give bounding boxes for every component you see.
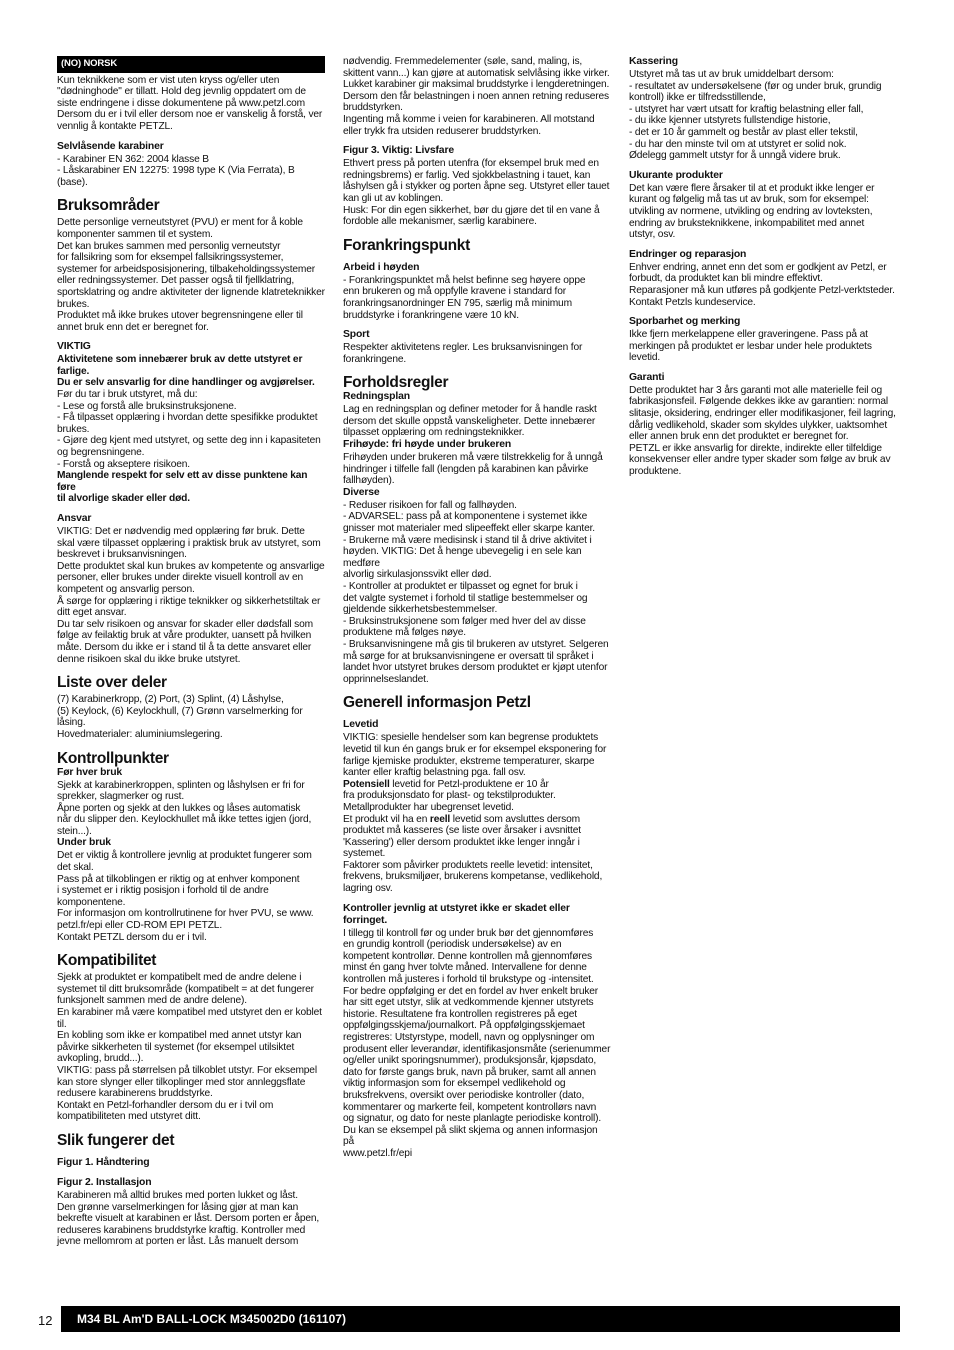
section-text: Sjekk at produktet er kompatibelt med de andre delene i systemet til ditt bruksområde (kompatibelt = at det fungerer funksjonelt sammen med de andre delene). En karabiner må være kompatibel med utstyret den er koblet til. En kobling som ikke er kompatibel med annet utstyr kan påvirke sikkerheten til systemet (for eksempel utilsiktet avkopling, brudd...). VIKTIG: pass på størrelsen på tilkoblet utstyr. For eksempel kan store slynger eller tilkoplinger med stor annleggsflate redusere karabinerens bruddstyrke. Kontakt en Petzl-forhandler dersom du er i tvil om kompatibiliteten med utstyret ditt.: [57, 972, 322, 1123]
section-heading: Redningsplan: [343, 391, 410, 403]
section-heading: Figur 1. Håndtering: [57, 1156, 150, 1168]
section-title: Generell informasjon Petzl: [343, 694, 531, 712]
section-text: Det er viktig å kontrollere jevnlig at produktet fungerer som det skal. Pass på at tilkoblingen er riktig og at enhver komponent i systemet er i riktig posisjon i forhold til de andre komponentene. For informasjon om kontrollrutinene for hver PVU, se www. petzl.fr/epi eller CD-ROM EPI PETZL. Kontakt PETZL dersom du er i tvil.: [57, 850, 314, 943]
language-label: (NO) NORSK: [57, 56, 325, 73]
section-heading: Ansvar: [57, 513, 92, 524]
section-heading: Frihøyde: fri høyde under brukeren: [343, 439, 512, 451]
levetid-text: levetid for Petzl-produktene er 10 år fra produksjonsdato for plast- og tekstilprodukter. Metallprodukter har ubegrenset levetid. Et produkt vil ha en: [343, 778, 556, 825]
section-heading: VIKTIG: [57, 341, 91, 353]
section-text: Enhver endring, annet enn det som er godkjent av Petzl, er forbudt, da produktet kan bli mindre effektivt. Reparasjoner må kun utføres på godkjente Petzl-verktsteder. Kontakt Petzls kundeservice.: [629, 261, 895, 308]
section-heading: Levetid: [343, 719, 379, 731]
warning-text: Manglende respekt for selv ett av disse punktene kan føre til alvorlige skader eller død.: [57, 470, 308, 505]
section-text: VIKTIG: Det er nødvendig med opplæring før bruk. Dette skal være tilpasset opplæring i praktisk bruk av utstyret, som beskrevet i bruksanvisningen. Dette produktet skal kun brukes av kompetente og ansvarlige personer, eller brukes under direkte visuell kontroll av en kompetent og ansvarlig person. Å sørge for opplæring i riktige teknikker og sikkerhetstiltak er ditt eget ansvar. Du tar selv risikoen og ansvar for skader eller dødsfall som følge av feilaktig bruk at våre produkter, uansett på hvilken måte. Dersom du ikke er i stand til å ta dette ansvaret eller denne risikoen skal du ikke bruke utstyret.: [57, 526, 325, 665]
section-heading: Selvlåsende karabiner: [57, 140, 164, 152]
section-text: Frihøyden under brukeren må være tilstrekkelig for å unngå hindringer i tilfelle fall (lengden på karabinen kan påvirke fallhøyden).: [343, 452, 603, 487]
section-title: Kontrollpunkter: [57, 749, 169, 767]
section-heading: Kassering: [629, 56, 678, 67]
potensiell-term: Potensiell: [343, 778, 390, 790]
section-text: Sjekk at karabinerkroppen, splinten og låshylsen er fri for sprekker, slagmerker og rust. Åpne porten og sjekk at den lukkes og låses automatisk når du slipper den. Keylockhullet må ikke tettes igjen (jord, stein...).: [57, 779, 312, 837]
section-title: Liste over deler: [57, 674, 167, 692]
warning-text: Aktivitetene som innebærer bruk av dette utstyret er farlige. Du er selv ansvarlig for dine handlinger og avgjørelser.: [57, 354, 315, 389]
levetid-text: VIKTIG: spesielle hendelser som kan begrense produktets levetid til kun én gangs bruk er for eksempel eksponering for farlige kjemiske produkter, ekstreme temperaturer, skarpe kanter eller kraftig belastning pga. fall osv.: [343, 732, 607, 779]
section-heading: Sporbarhet og merking: [629, 316, 741, 328]
section-title: Kompatibilitet: [57, 952, 157, 970]
section-text: Lag en redningsplan og definer metoder for å handle raskt dersom det skulle oppstå vanskeligheter. Dette innebærer tilpasset opplæring om redningsteknikker.: [343, 404, 597, 439]
section-text: nødvendig. Fremmedelementer (søle, sand, maling, is, skittent vann...) kan gjøre at automatisk selvlåsing ikke virker. Lukket karabiner gir maksimal bruddstyrke i lengderetningen. Dersom den får belastningen i noen annen retning reduseres bruddstyrken. Ingenting må komme i veien for karabineren. All motstand eller trykk fra utsiden reduserer bruddstyrken.: [343, 56, 610, 137]
section-text: Ethvert press på porten utenfra (for eksempel bruk med en redningsbrems) er farlig. Ved sjokkbelastning i tauet, kan låshylsen gå i stykker og porten åpne seg. Utstyret eller tauet kan gli ut av koblingen. Husk: For din egen sikkerhet, bør du gjøre det til en vane å fordoble alle mekanismer, særlig karabinere.: [343, 158, 610, 228]
section-text: I tillegg til kontroll før og under bruk bør det gjennomføres en grundig kontroll (periodisk undersøkelse) av en kompetent kontrollør. Denne kontrollen må gjennomføres minst én gang hver tolvte måned. Intervallene for denne kontrollen må justeres i forhold til brukstype og -intensitet. For bedre oppfølging er det en fordel av hver enkelt bruker har sitt eget utstyr, slik at vedkommende kjenner utstyrets historie. Resultatene fra kontrollen registreres på eget oppfølgingsskjema/journalkort. På oppfølgingsskjemaet registreres: Utstyrstype, modell, navn og opplysninger om produsent eller leverandør, identifikasjonsmåte (serienummer og/eller unikt sporingsnummer), produksjonsår, kjøpsdato, dato for første gangs bruk, navn på bruker, samt all annen viktig informasjon som for eksempel vedlikehold og bruksfrekvens, oversikt over periodiske kontroller (dato, kommentarer og markerte feil, kompetent kontrollørs navn og signatur, og dato for neste planlagte periodiske kontroll). Du kan se eksempel på slikt skjema og annen informasjon på www.petzl.fr/epi: [343, 927, 611, 1159]
column-1: [57, 56, 325, 1248]
section-text: Respekter aktivitetens regler. Les bruksanvisningen for forankringene.: [343, 342, 583, 365]
section-text: Utstyret må tas ut av bruk umiddelbart dersom: - resultatet av undersøkelsene (før og under bruk, grundig kontroll) ikke er tilfredsstillende, - utstyret har vært utsatt for kraftig belastning eller fall, - du ikke kjenner utstyrets fullstendige historie, - det er 10 år gammelt og består av plast eller tekstil, - du har den minste tvil om at utstyret er solid nok. Ødelegg gammelt utstyr for å unngå videre bruk.: [629, 69, 882, 162]
section-text: - Reduser risikoen for fall og fallhøyden. - ADVARSEL: pass på at komponentene i systemet ikke gnisser mot materialer med slipeeffekt eller skarpe kanter. - Brukerne må være medisinsk i stand til å drive aktivitet i høyden. VIKTIG: Det å henge ubevegelig i en sele kan medføre alvorlig sirkulasjonssvikt eller død. - Kontroller at produktet er tilpasset og egnet for bruk i det valgte systemet i forhold til statlige bestemmelser og gjeldende sikkerhetsbestemmelser. - Bruksinstruksjonene som følger med hver del av disse produktene må følges nøye. - Bruksanvisningene må gis til brukeren av utstyret. Selgeren må sørge for at bruksanvisningene er oversatt til språket i landet hvor utstyret brukes dersom produktet er kjøpt utenfor opprinnelseslandet.: [343, 499, 609, 685]
section-title: Bruksområder: [57, 197, 160, 215]
section-heading: Ukurante produkter: [629, 169, 723, 181]
section-text: Før du tar i bruk utstyret, må du: - Lese og forstå alle bruksinstruksjonene. - Få tilpasset opplæring i hvordan dette spesifikke produktet brukes. - Gjøre deg kjent med utstyret, og sette deg inn i kapasiteten og begrensningene. - Forstå og akseptere risikoen.: [57, 389, 321, 470]
column-3: [629, 56, 897, 478]
document-reference: M34 BL Am'D BALL-LOCK M345002D0 (161107): [61, 1306, 900, 1332]
section-text: - Forankringspunktet må helst befinne seg høyere oppe enn brukeren og må oppfylle kravene i standard for forankringsanordninger EN 795, særlig må minimum bruddstyrke i forankringene være 10 kN.: [343, 274, 586, 321]
section-heading: Diverse: [343, 486, 380, 498]
section-heading: Figur 3. Viktig: Livsfare: [343, 145, 454, 157]
levetid-text: levetid som avsluttes dersom produktet må kasseres (se liste over årsaker i avsnittet 'Kassering') eller dersom produktet ikke lenger inngår i systemet. Faktorer som påvirker produktets reelle levetid: intensitet, frekvens, bruksmiljøer, brukerens kompetanse, vedlikehold, lagring osv.: [343, 813, 603, 895]
section-text: Ikke fjern merkelappene eller graveringene. Pass på at merkingen på produktet er lesbar under hele produktets levetid.: [629, 329, 872, 364]
section-heading: Kontroller jevnlig at utstyret ikke er skadet eller forringet.: [343, 902, 570, 926]
section-heading: Før hver bruk: [57, 766, 123, 778]
section-heading: Figur 2. Installasjon: [57, 1176, 152, 1188]
section-heading: Sport: [343, 329, 370, 341]
section-title: Forholdsregler: [343, 374, 449, 392]
section-text: (7) Karabinerkropp, (2) Port, (3) Splint, (4) Låshylse, (5) Keylock, (6) Keylockhull, (7) Grønn varselmerking for låsing. Hovedmaterialer: aluminiumslegering.: [57, 694, 303, 740]
section-text: Dette produktet har 3 års garanti mot alle materielle feil og fabrikasjonsfeil. Følgende dekkes ikke av garantien: normal slitasje, oksidering, endringer eller modifikasjoner, feil lagring, dårlig vedlikehold, skader som skyldes ulykker, uaktsomhet eller annen bruk enn det produktet er beregnet for. PETZL er ikke ansvarlig for direkte, indirekte eller tilfeldige konsekvenser eller andre typer skader som følge av bruk av produktene.: [629, 384, 896, 478]
section-title: Forankringspunkt: [343, 236, 470, 254]
section-text: Dette personlige verneutstyret (PVU) er ment for å koble komponenter sammen til et system. Det kan brukes sammen med personlig verneutstyr for fallsikring som for eksempel fallsikringssystemer, systemer for arbeidsposisjonering, tilbakeholdingssystemer eller redningssystemer. Det passer også til fjellklatring, sportsklatring og andre aktiviteter der lignende klatreteknikker brukes. Produktet må ikke brukes utover begrensningene eller til annet bruk enn det er beregnet for.: [57, 217, 325, 333]
column-2: [343, 56, 611, 1160]
section-text: [343, 732, 611, 894]
section-heading: Arbeid i høyden: [343, 261, 420, 273]
section-title: Slik fungerer det: [57, 1131, 175, 1149]
reell-term: reell: [429, 813, 451, 825]
page-number: 12: [38, 1313, 53, 1328]
section-text: Karabineren må alltid brukes med porten lukket og låst. Den grønne varselmerkingen for låsing gjør at man kan bekrefte visuelt at karabinen er låst. Dersom porten er åpen, reduseres karabinens bruddstyrke kraftig. Kontroller med jevne mellomrom at porten er låst. Lås manuelt dersom: [57, 1189, 320, 1248]
section-heading: Endringer og reparasjon: [629, 248, 747, 260]
section-heading: Under bruk: [57, 837, 111, 849]
section-text: Det kan være flere årsaker til at et produkt ikke lenger er kurant og følgelig må tas ut av bruk, som for eksempel: utvikling av normene, utvikling og endring av lovteksten, endring av bruksteknikkene, inkompabilitet med annet utstyr, osv.: [629, 182, 875, 241]
intro-text: Kun teknikkene som er vist uten kryss og/eller uten "dødninghode" er tillatt. Hold deg jevnlig oppdatert om de siste endringene i disse dokumentene på www.petzl.com Dersom du er i tvil eller dersom noe er vanskelig å forstå, ver vennlig å kontakte PETZL.: [57, 74, 323, 132]
section-heading: Garanti: [629, 371, 665, 383]
section-text: - Karabiner EN 362: 2004 klasse B - Låskarabiner EN 12275: 1998 type K (Via Ferrata), B (base).: [57, 153, 295, 188]
